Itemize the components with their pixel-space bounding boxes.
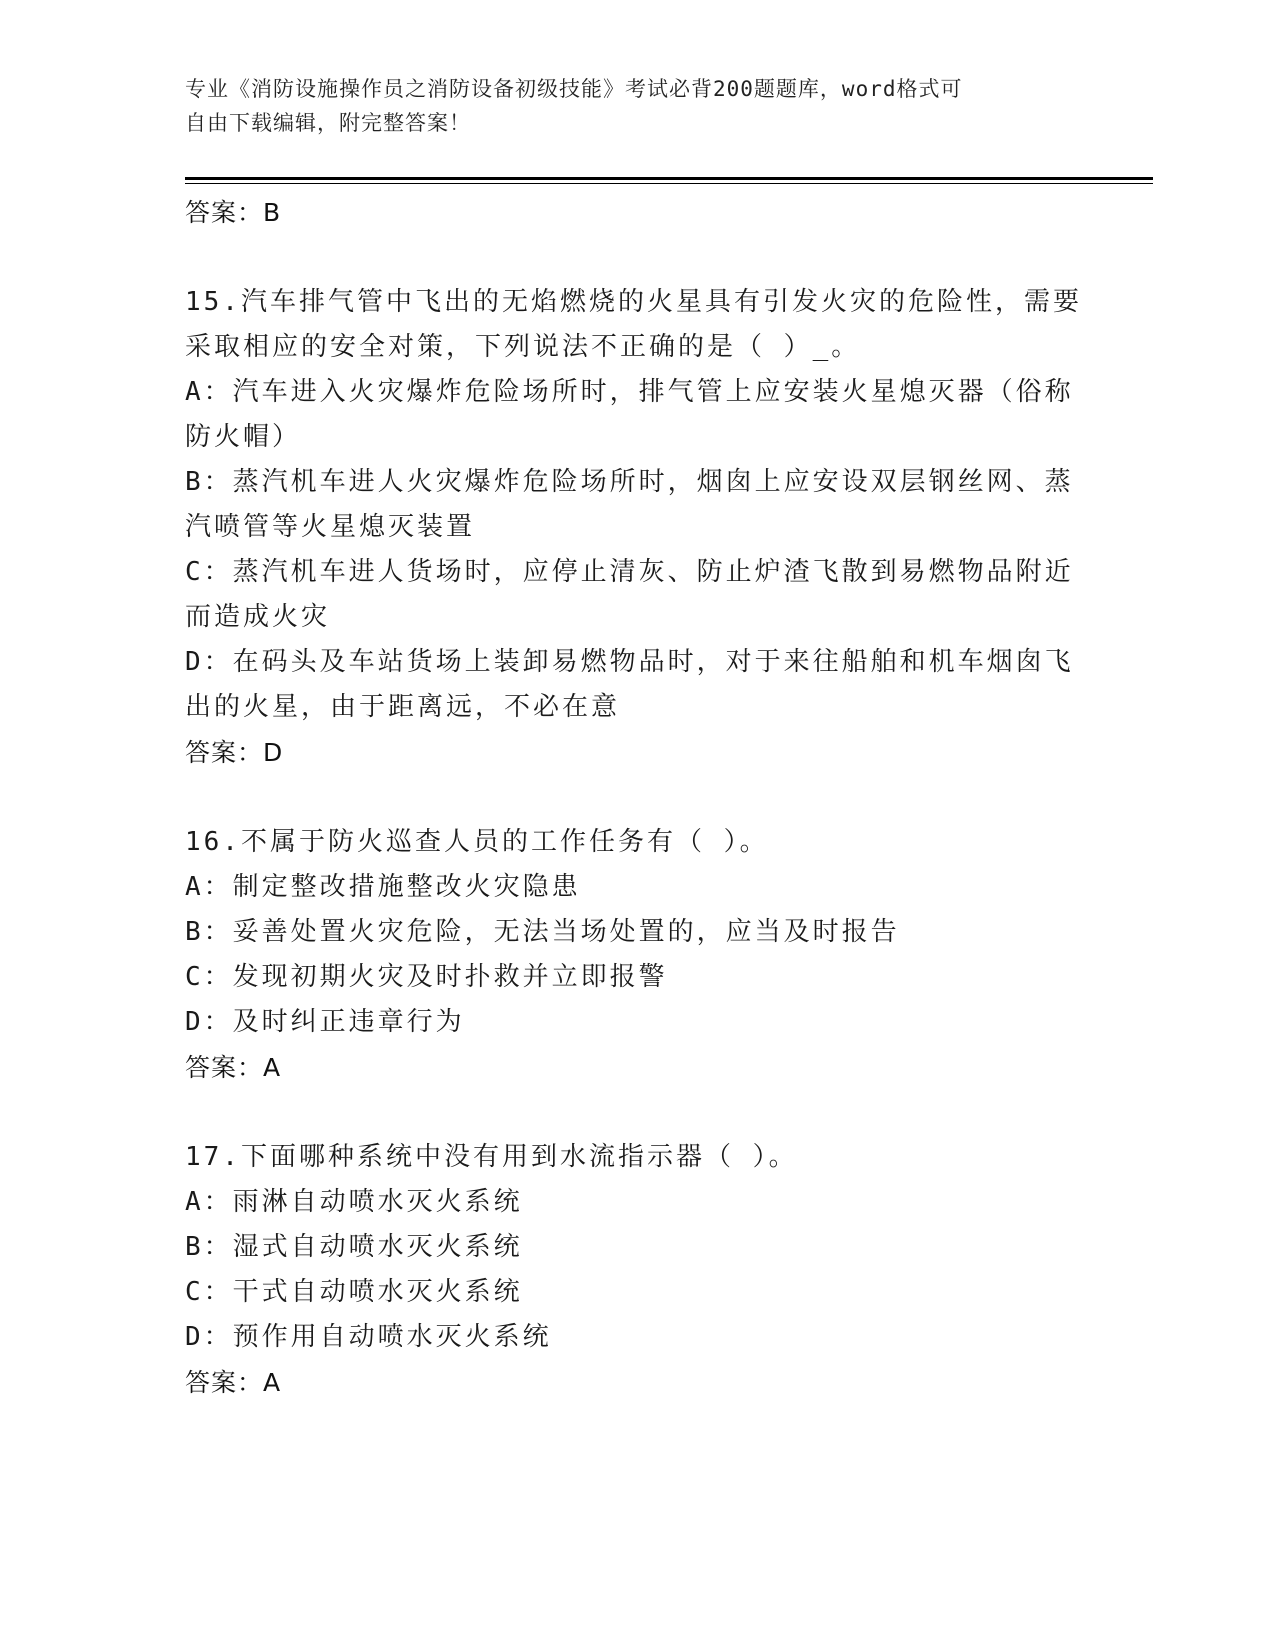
option-a: A：汽车进入火灾爆炸危险场所时，排气管上应安装火星熄灭器（俗称	[185, 377, 1074, 407]
option-c: C：发现初期火灾及时扑救并立即报警	[185, 962, 668, 992]
question-text: 采取相应的安全对策，下列说法不正确的是（ ）_。	[185, 332, 861, 362]
option-d: D：预作用自动喷水灭火系统	[185, 1322, 552, 1352]
option-b-cont: 汽喷管等火星熄灭装置	[185, 512, 476, 542]
option-c: C：干式自动喷水灭火系统	[185, 1277, 523, 1307]
page-header	[185, 72, 1065, 140]
question-text: 16.不属于防火巡查人员的工作任务有（ ）。	[185, 827, 769, 857]
header-line-2: 自由下载编辑，附完整答案！	[185, 111, 471, 135]
option-c-cont: 而造成火灾	[185, 602, 331, 632]
answer-line: 答案：B	[185, 198, 282, 227]
answer-line: 答案：A	[185, 1053, 282, 1082]
answer-line: 答案：A	[185, 1368, 282, 1397]
question-17	[185, 1135, 1085, 1405]
question-text: 15.汽车排气管中飞出的无焰燃烧的火星具有引发火灾的危险性，需要	[185, 287, 1082, 317]
question-15	[185, 280, 1085, 775]
option-b: B：蒸汽机车进人火灾爆炸危险场所时，烟囱上应安设双层钢丝网、蒸	[185, 467, 1074, 497]
question-text: 17.下面哪种系统中没有用到水流指示器（ ）。	[185, 1142, 798, 1172]
option-a: A：制定整改措施整改火灾隐患	[185, 872, 581, 902]
option-d-cont: 出的火星，由于距离远，不必在意	[185, 692, 621, 722]
answer-line: 答案：D	[185, 738, 284, 767]
header-divider-thick	[185, 177, 1153, 180]
option-a-cont: 防火帽）	[185, 422, 302, 452]
option-b: B：妥善处置火灾危险，无法当场处置的，应当及时报告	[185, 917, 900, 947]
header-line-1: 专业《消防设施操作员之消防设备初级技能》考试必背200题题库，word格式可	[185, 77, 963, 101]
option-d: D：及时纠正违章行为	[185, 1007, 465, 1037]
document-body	[185, 190, 1085, 1405]
header-divider-thin	[185, 183, 1153, 184]
question-16	[185, 820, 1085, 1090]
option-c: C：蒸汽机车进人货场时，应停止清灰、防止炉渣飞散到易燃物品附近	[185, 557, 1074, 587]
option-d: D：在码头及车站货场上装卸易燃物品时，对于来往船舶和机车烟囱飞	[185, 647, 1074, 677]
option-a: A：雨淋自动喷水灭火系统	[185, 1187, 523, 1217]
option-b: B：湿式自动喷水灭火系统	[185, 1232, 523, 1262]
